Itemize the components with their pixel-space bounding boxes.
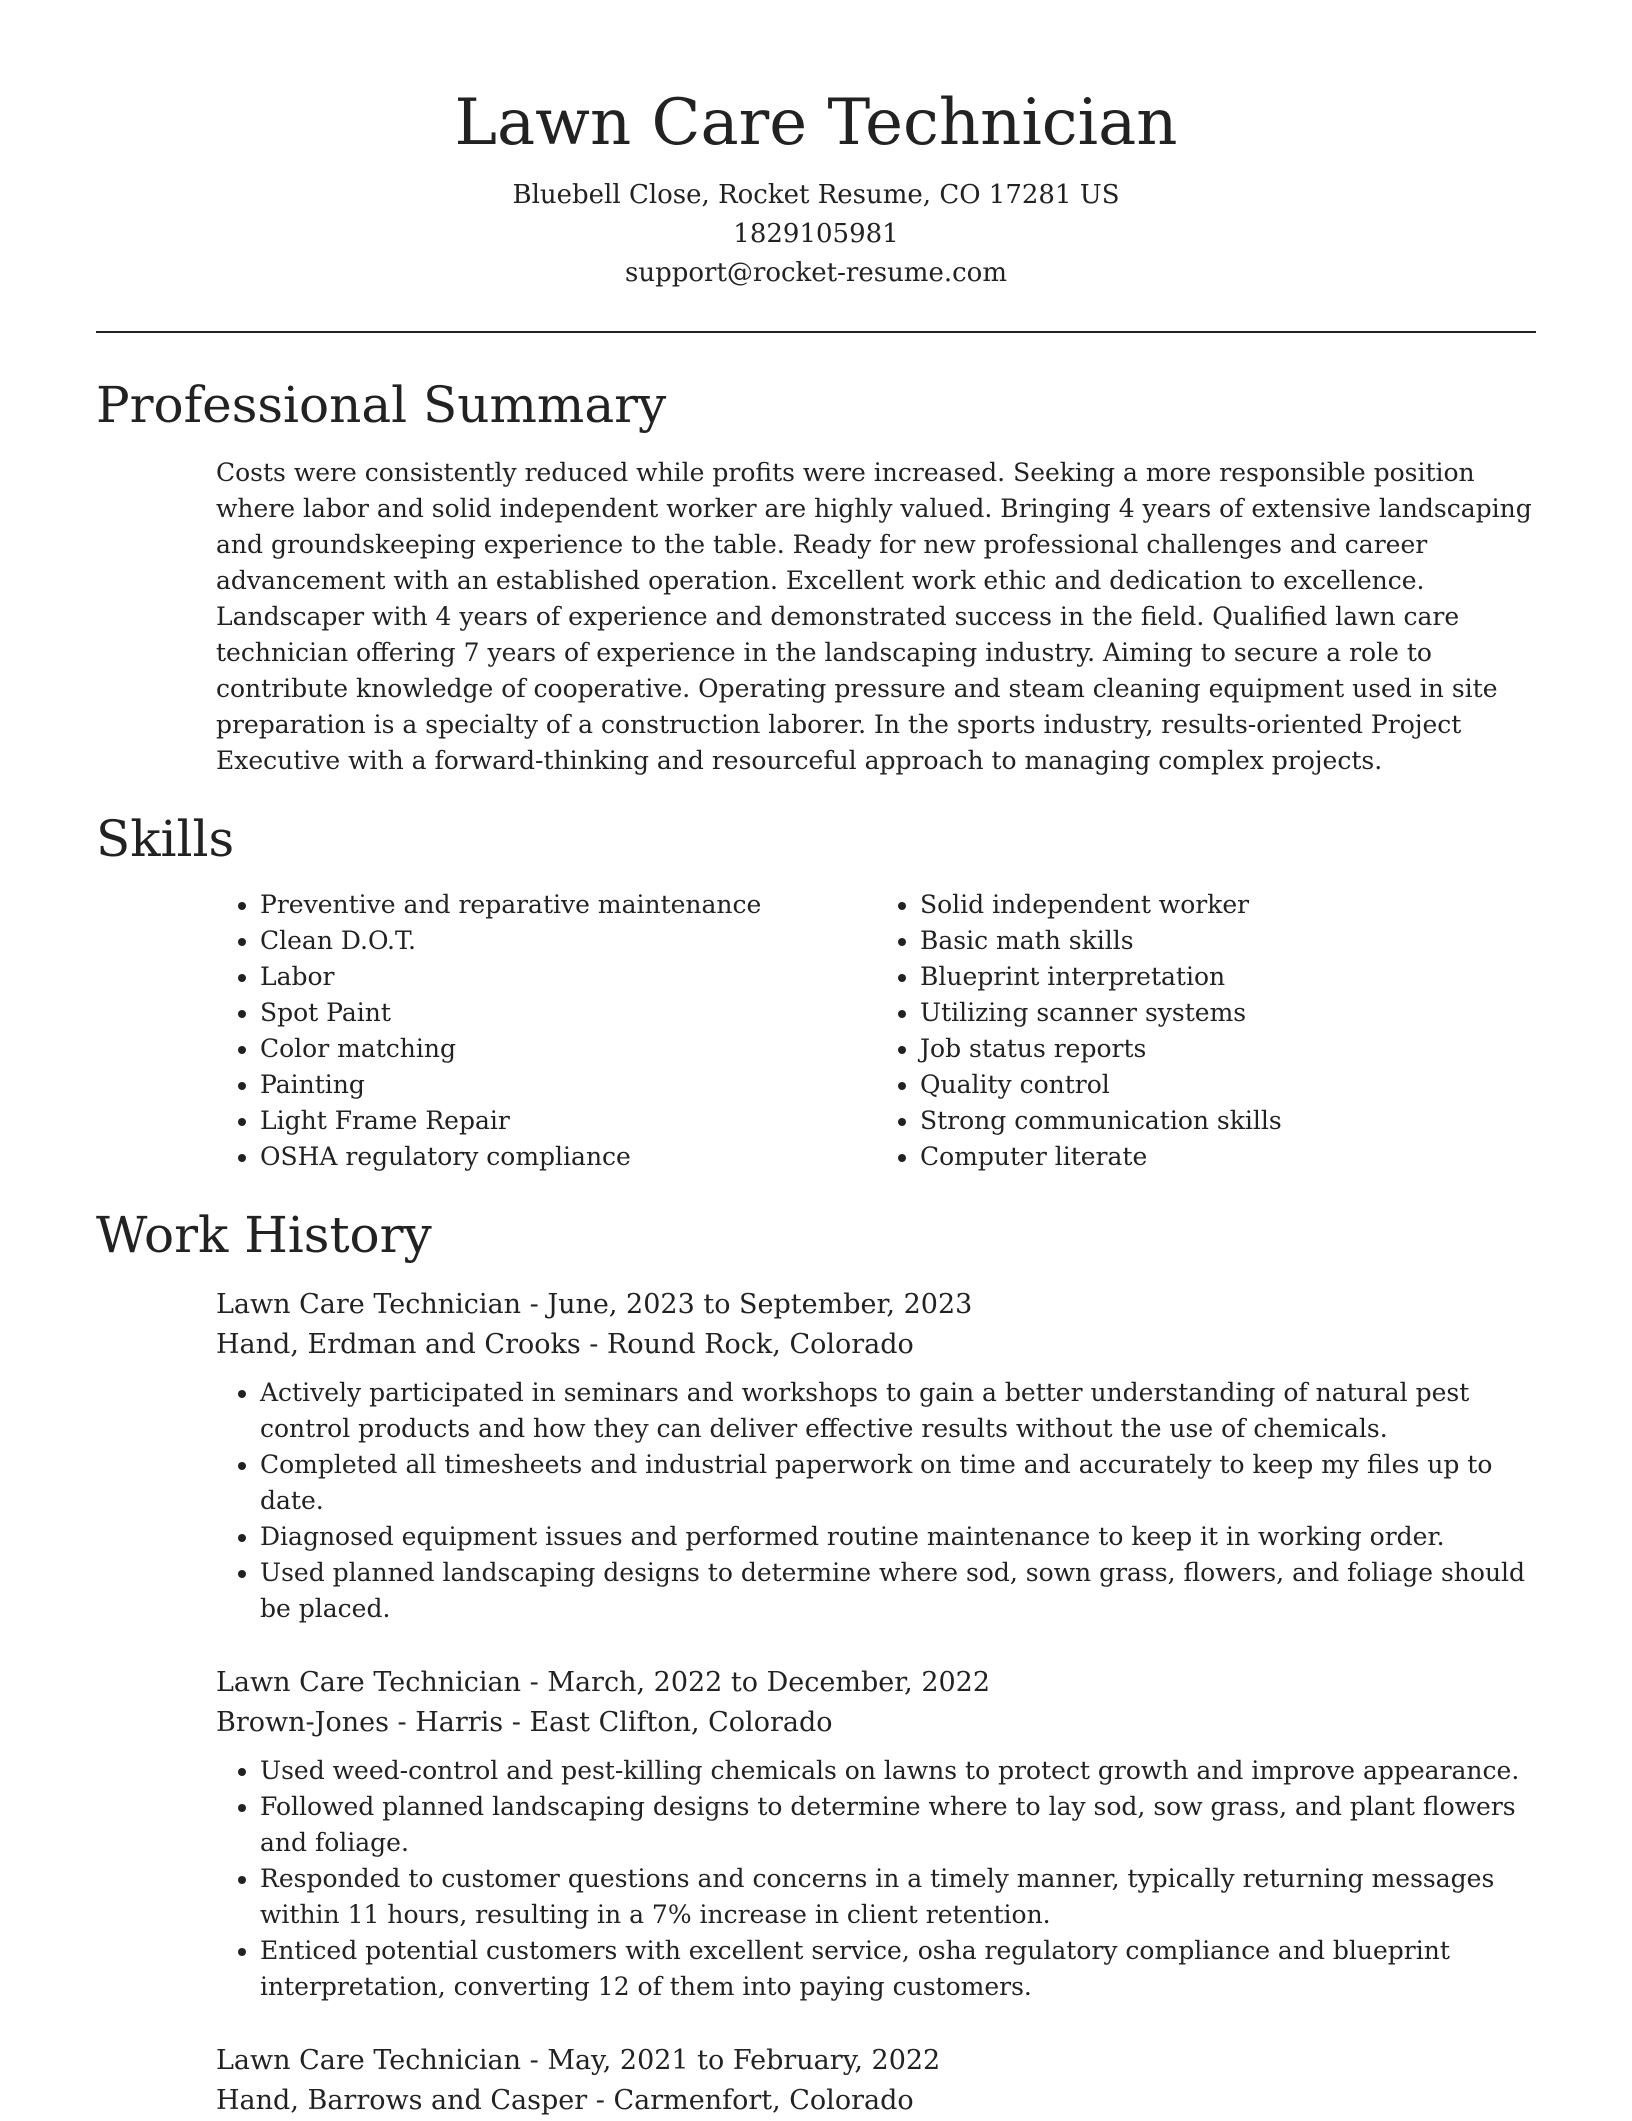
job-title-line: Lawn Care Technician - May, 2021 to February, 2022 <box>216 2044 941 2076</box>
job-company: Brown-Jones - Harris <box>216 1706 504 1738</box>
email: support@rocket-resume.com <box>624 257 1007 288</box>
header-divider <box>96 331 1536 333</box>
skill-item: • Clean D.O.T. <box>260 923 876 959</box>
skill-item: • Color matching <box>260 1031 876 1067</box>
job-dates: May, 2021 to February, 2022 <box>547 2044 941 2076</box>
job-bullet: • Followed planned landscaping designs to determine where to lay sod, sow grass, and plant flowers and foliage. <box>260 1789 1536 1861</box>
job-role: Lawn Care Technician <box>216 1288 522 1320</box>
skill-item: • Quality control <box>920 1067 1536 1103</box>
job-company: Hand, Erdman and Crooks <box>216 1328 581 1360</box>
skill-item: • Spot Paint <box>260 995 876 1031</box>
job-bullet: • Used weed-control and pest-killing chemicals on lawns to protect growth and improve appearance. <box>260 1753 1536 1789</box>
skill-item: • Solid independent worker <box>920 887 1536 923</box>
job-dates: June, 2023 to September, 2023 <box>547 1288 973 1320</box>
skill-item: • Painting <box>260 1067 876 1103</box>
job-bullet: • Diagnosed equipment issues and performed routine maintenance to keep it in working order. <box>260 1519 1536 1555</box>
skills-heading: Skills <box>96 809 235 868</box>
skill-item: • Job status reports <box>920 1031 1536 1067</box>
skill-item: • Computer literate <box>920 1139 1536 1175</box>
job-location: Round Rock, Colorado <box>607 1328 914 1360</box>
job-entry <box>216 1285 1536 1627</box>
skill-item: • Strong communication skills <box>920 1103 1536 1139</box>
job-title-line: Lawn Care Technician - June, 2023 to September, 2023 <box>216 1288 973 1320</box>
job-bullets <box>216 1753 1536 2005</box>
skills-column-right <box>876 887 1536 1175</box>
job-role: Lawn Care Technician <box>216 2044 522 2076</box>
skill-item: • Labor <box>260 959 876 995</box>
address: Bluebell Close, Rocket Resume, CO 17281 US <box>512 179 1120 210</box>
summary-text: Costs were consistently reduced while profits were increased. Seeking a more responsible position where labor and solid independent worker are highly valued. Bringing 4 years of extensive landscaping and groundskeeping experience to the table. Ready for new professional challenges and career advancement with an established operation. Excellent work ethic and dedication to excellence. Landscaper with 4 years of experience and demonstrated success in the field. Qualified lawn care technician offering 7 years of experience in the landscaping industry. Aiming to secure a role to contribute knowledge of cooperative. Operating pressure and steam cleaning equipment used in site preparation is a specialty of a construction laborer. In the sports industry, results-oriented Project Executive with a forward-thinking and resourceful approach to managing complex projects. <box>216 457 1532 775</box>
job-bullet: • Enticed potential customers with excellent service, osha regulatory compliance and blueprint interpretation, converting 12 of them into paying customers. <box>260 1933 1536 2005</box>
summary-heading: Professional Summary <box>96 375 667 434</box>
skill-item: • OSHA regulatory compliance <box>260 1139 876 1175</box>
contact-info <box>96 176 1536 293</box>
skill-item: • Blueprint interpretation <box>920 959 1536 995</box>
resume-header <box>96 0 1536 293</box>
work-history-heading: Work History <box>96 1205 432 1264</box>
job-location: East Clifton, Colorado <box>529 1706 833 1738</box>
job-bullet: • Completed all timesheets and industrial paperwork on time and accurately to keep my files up to date. <box>260 1447 1536 1519</box>
skill-item: • Preventive and reparative maintenance <box>260 887 876 923</box>
job-company: Hand, Barrows and Casper <box>216 2084 588 2116</box>
job-company-line: Hand, Erdman and Crooks - Round Rock, Colorado <box>216 1328 914 1360</box>
skill-item: • Light Frame Repair <box>260 1103 876 1139</box>
phone: 1829105981 <box>733 218 899 249</box>
job-entry <box>216 1663 1536 2005</box>
candidate-title: Lawn Care Technician <box>454 86 1178 160</box>
job-company-line: Brown-Jones - Harris - East Clifton, Colorado <box>216 1706 833 1738</box>
skill-item: • Utilizing scanner systems <box>920 995 1536 1031</box>
job-entry <box>216 2041 1536 2121</box>
job-company-line: Hand, Barrows and Casper - Carmenfort, Colorado <box>216 2084 914 2116</box>
job-bullet: • Responded to customer questions and concerns in a timely manner, typically returning messages within 11 hours, resulting in a 7% increase in client retention. <box>260 1861 1536 1933</box>
job-role: Lawn Care Technician <box>216 1666 522 1698</box>
job-location: Carmenfort, Colorado <box>613 2084 914 2116</box>
job-bullet: • Actively participated in seminars and workshops to gain a better understanding of natural pest control products and how they can deliver effective results without the use of chemicals. <box>260 1375 1536 1447</box>
job-bullets <box>216 1375 1536 1627</box>
skills-list <box>216 887 1536 1175</box>
job-dates: March, 2022 to December, 2022 <box>547 1666 991 1698</box>
skills-column-left <box>216 887 876 1175</box>
job-bullet: • Used planned landscaping designs to determine where sod, sown grass, flowers, and foliage should be placed. <box>260 1555 1536 1627</box>
skill-item: • Basic math skills <box>920 923 1536 959</box>
job-title-line: Lawn Care Technician - March, 2022 to December, 2022 <box>216 1666 991 1698</box>
